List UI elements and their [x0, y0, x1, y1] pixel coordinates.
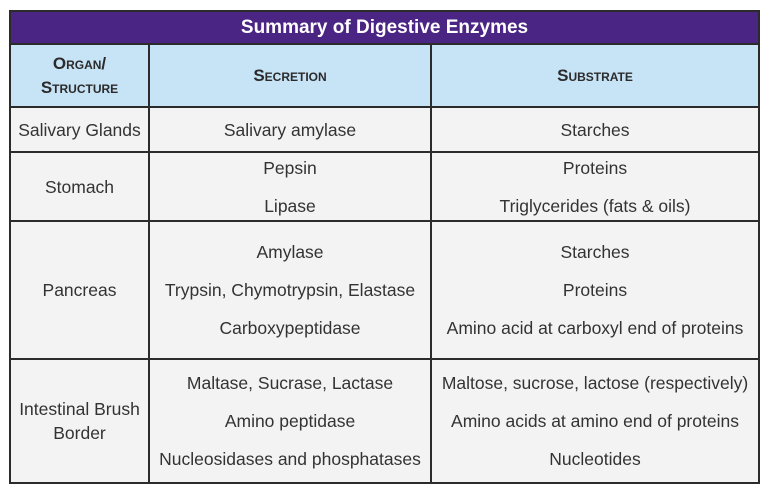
secretion-item: Nucleosidases and phosphatases: [159, 449, 421, 469]
organ-label: Pancreas: [42, 280, 117, 300]
substrate-cell: [432, 360, 758, 482]
secretion-cell: [150, 108, 432, 153]
substrate-item: Proteins: [562, 280, 628, 300]
organ-label: Stomach: [44, 176, 115, 197]
substrate-item: Starches: [560, 242, 630, 262]
organ-cell: [11, 222, 150, 360]
organ-label: Salivary Glands: [18, 119, 141, 140]
substrate-cell: [432, 153, 758, 222]
substrate-item: Amino acids at amino end of proteins: [451, 411, 739, 431]
substrate-item: Proteins: [562, 157, 628, 178]
secretion-item: Salivary amylase: [223, 119, 357, 140]
secretion-cell: [150, 222, 432, 360]
secretion-cell: [150, 153, 432, 222]
secretion-item: Pepsin: [263, 157, 317, 178]
substrate-cell: [432, 222, 758, 360]
header-secretion: [150, 45, 432, 108]
table-grid: [11, 45, 758, 482]
substrate-cell: [432, 108, 758, 153]
secretion-item: Lipase: [264, 195, 316, 216]
organ-label-line1: Intestinal Brush: [19, 399, 140, 419]
header-organ: [11, 45, 150, 108]
substrate-item: Maltose, sucrose, lactose (respectively): [441, 373, 749, 393]
secretion-item: Maltase, Sucrase, Lactase: [186, 373, 394, 393]
secretion-cell: [150, 360, 432, 482]
table-title: Summary of Digestive Enzymes: [11, 12, 758, 45]
organ-cell: [11, 153, 150, 222]
header-organ-line2: Structure: [40, 77, 119, 97]
digestive-enzymes-table: [9, 10, 760, 484]
substrate-item: Nucleotides: [549, 449, 641, 469]
header-secretion-label: Secretion: [253, 65, 327, 85]
organ-cell: [11, 108, 150, 153]
secretion-item: Amino peptidase: [224, 411, 356, 431]
substrate-item: Amino acid at carboxyl end of proteins: [446, 318, 744, 338]
substrate-item: Triglycerides (fats & oils): [499, 195, 691, 216]
secretion-item: Trypsin, Chymotrypsin, Elastase: [164, 280, 416, 300]
header-substrate-label: Substrate: [557, 65, 633, 85]
secretion-item: Carboxypeptidase: [219, 318, 361, 338]
secretion-item: Amylase: [256, 242, 324, 262]
header-substrate: [432, 45, 758, 108]
substrate-item: Starches: [560, 119, 630, 140]
organ-cell: [11, 360, 150, 482]
header-organ-line1: Organ/: [52, 53, 107, 73]
organ-label-line2: Border: [53, 423, 106, 443]
